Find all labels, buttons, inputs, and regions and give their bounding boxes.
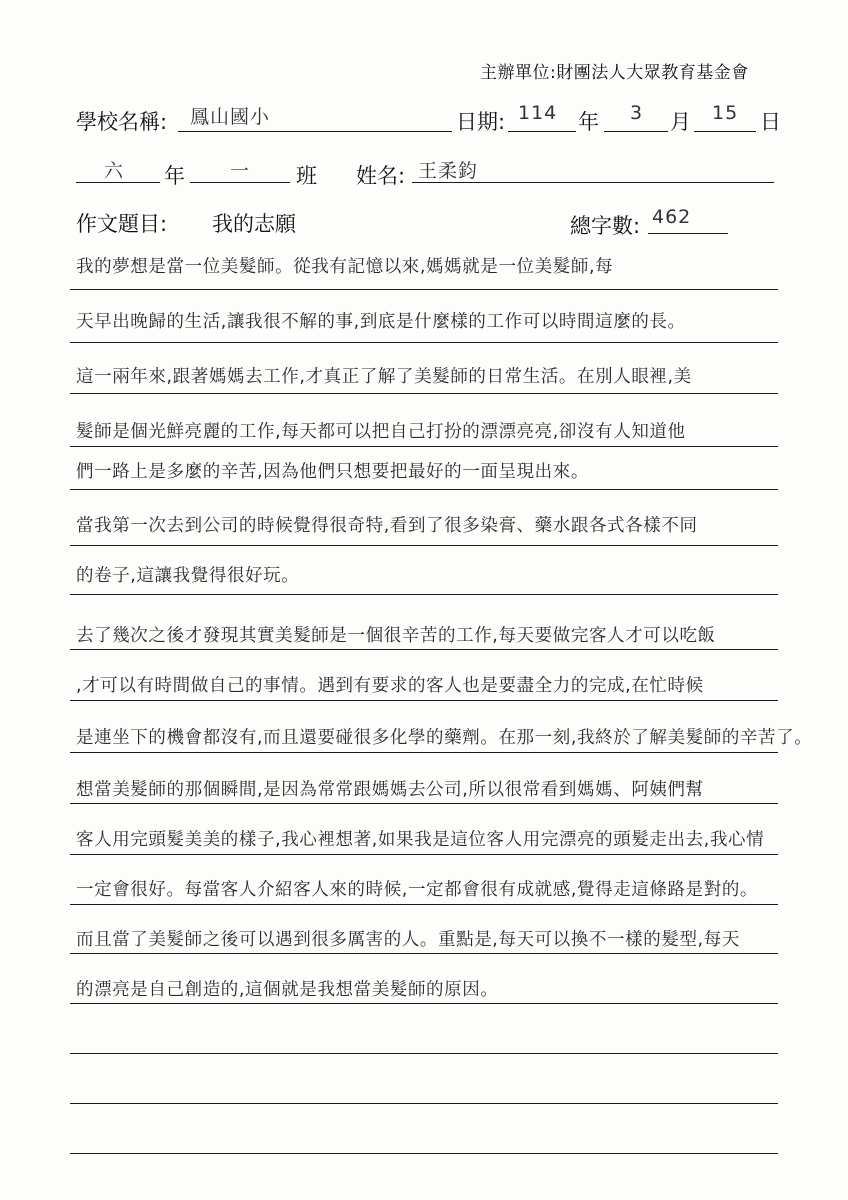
ruled-line	[70, 489, 778, 490]
ruled-line	[70, 1053, 778, 1054]
wordcount-label: 總字數:	[570, 214, 641, 238]
ruled-line	[70, 953, 778, 954]
ruled-line	[70, 594, 778, 595]
essay-line: 而且當了美髮師之後可以遇到很多厲害的人。重點是,每天可以換不一樣的髮型,每天	[76, 930, 740, 950]
topic-label: 作文題目:	[76, 212, 168, 236]
ruled-line	[70, 446, 778, 447]
ruled-line	[70, 803, 778, 804]
ruled-line	[70, 649, 778, 650]
name-underline	[412, 182, 774, 183]
essay-line: 當我第一次去到公司的時候覺得很奇特,看到了很多染膏、藥水跟各式各樣不同	[76, 516, 698, 536]
ruled-line	[70, 1153, 778, 1154]
ruled-line	[70, 342, 778, 343]
ruled-line	[70, 752, 778, 753]
name-value: 王柔鈞	[418, 160, 479, 182]
wordcount-value: 462	[652, 206, 692, 228]
essay-line: 客人用完頭髮美美的樣子,我心裡想著,如果我是這位客人用完漂亮的頭髮走出去,我心情	[76, 830, 765, 850]
essay-line: 們一路上是多麼的辛苦,因為他們只想要把最好的一面呈現出來。	[76, 462, 589, 482]
ruled-line	[70, 1003, 778, 1004]
essay-line: ,才可以有時間做自己的事情。遇到有要求的客人也是要盡全力的完成,在忙時候	[76, 676, 704, 696]
ruled-line	[70, 904, 778, 905]
year-underline	[508, 131, 576, 132]
class-label: 班	[296, 164, 317, 188]
grade-label: 年	[164, 164, 185, 188]
essay-line: 我的夢想是當一位美髮師。從我有記憶以來,媽媽就是一位美髮師,每	[76, 257, 614, 277]
ruled-line	[70, 1103, 778, 1104]
day-label: 日	[760, 110, 781, 134]
ruled-line	[70, 854, 778, 855]
date-label: 日期:	[456, 110, 506, 134]
essay-line: 的漂亮是自己創造的,這個就是我想當美髮師的原因。	[76, 980, 499, 1000]
essay-line: 天早出晚歸的生活,讓我很不解的事,到底是什麼樣的工作可以時間這麼的長。	[76, 312, 686, 332]
day-value: 15	[712, 102, 739, 124]
grade-underline	[76, 182, 160, 183]
year-value: 114	[518, 102, 558, 124]
day-underline	[694, 131, 756, 132]
month-underline	[604, 131, 668, 132]
ruled-line	[70, 393, 778, 394]
essay-line: 一定會很好。每當客人介紹客人來的時候,一定都會很有成就感,覺得走這條路是對的。	[76, 880, 759, 900]
ruled-line	[70, 289, 778, 290]
essay-line: 是連坐下的機會都沒有,而且還要碰很多化學的藥劑。在那一刻,我終於了解美髮師的辛苦了。	[76, 728, 813, 748]
school-underline	[178, 131, 452, 132]
ruled-line	[70, 545, 778, 546]
essay-line: 的卷子,這讓我覺得很好玩。	[76, 566, 300, 586]
class-value: 一	[230, 160, 251, 182]
essay-line: 髮師是個光鮮亮麗的工作,每天都可以把自己打扮的漂漂亮亮,卻沒有人知道他	[76, 422, 686, 442]
class-underline	[190, 182, 290, 183]
grade-value: 六	[104, 160, 125, 182]
month-value: 3	[630, 102, 644, 124]
school-value: 鳳山國小	[190, 106, 271, 128]
ruled-line	[70, 700, 778, 701]
year-label: 年	[578, 110, 599, 134]
essay-line: 這一兩年來,跟著媽媽去工作,才真正了解了美髮師的日常生活。在別人眼裡,美	[76, 367, 692, 387]
topic-value: 我的志願	[212, 212, 296, 236]
essay-line: 想當美髮師的那個瞬間,是因為常常跟媽媽去公司,所以很常看到媽媽、阿姨們幫	[76, 780, 704, 800]
month-label: 月	[670, 110, 691, 134]
name-label: 姓名:	[356, 164, 406, 188]
organizer-text: 主辦單位:財團法人大眾教育基金會	[480, 63, 749, 83]
wordcount-underline	[648, 233, 728, 234]
essay-line: 去了幾次之後才發現其實美髮師是一個很辛苦的工作,每天要做完客人才可以吃飯	[76, 626, 716, 646]
school-label: 學校名稱:	[76, 110, 168, 134]
